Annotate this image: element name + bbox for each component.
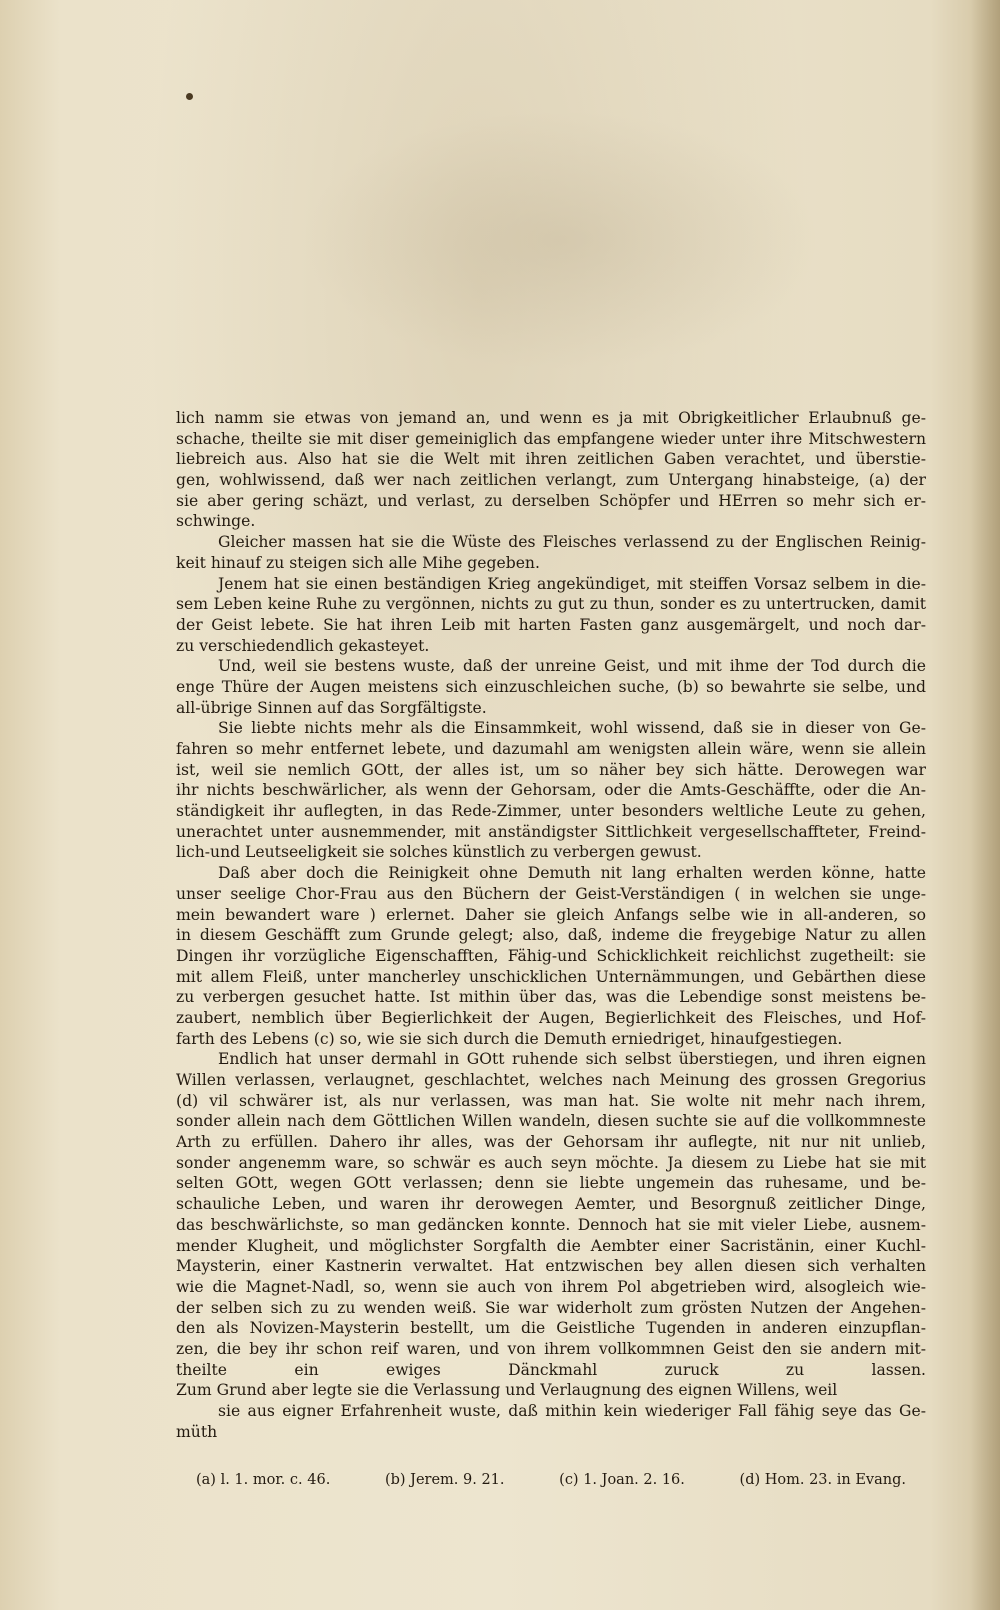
body-text	[176, 408, 926, 1463]
text-line: Gleicher massen hat sie die Wüste des Fleisches verlassend zu der Englischen Reinig-	[218, 533, 926, 552]
text-line: ist, weil sie nemlich GOtt, der alles ist, um so näher bey sich hätte. Derowegen war	[176, 760, 926, 779]
text-line: mit allem Fleiß, unter mancherley unschicklichen Unternämmungen, und Gebärthen diese	[176, 967, 926, 986]
footnote-b: (b) Jerem. 9. 21.	[384, 1472, 505, 1488]
text-line: der Geist lebete. Sie hat ihren Leib mit harten Fasten ganz ausgemärgelt, und noch dar-	[176, 615, 926, 634]
text-line: (d) vil schwärer ist, als nur verlassen, was man hat. Sie wolte nit mehr nach ihrem,	[176, 1091, 926, 1110]
text-line: zaubert, nemblich über Begierlichkeit der Augen, Begierlichkeit des Fleisches, und Hof-	[176, 1008, 926, 1027]
text-line: sem Leben keine Ruhe zu vergönnen, nichts zu gut zu thun, sonder es zu untertrucken, damit	[176, 595, 926, 614]
text-line: farth des Lebens (c) so, wie sie sich durch die Demuth erniedriget, hinaufgestiegen.	[176, 1029, 843, 1048]
text-line: Jenem hat sie einen beständigen Krieg angekündiget, mit steiffen Vorsaz selbem in die-	[218, 574, 926, 593]
footnote-a: (a) l. 1. mor. c. 46.	[196, 1472, 331, 1488]
text-line: selten GOtt, wegen GOtt verlassen; denn sie liebte ungemein das ruhesame, und be-	[176, 1174, 926, 1193]
text-line: sie aus eigner Erfahrenheit wuste, daß mithin kein wiederiger Fall fähig seye das Ge-	[218, 1402, 926, 1420]
text-line: der selben sich zu zu wenden weiß. Sie war widerholt zum grösten Nutzen der Angehen-	[176, 1298, 926, 1317]
text-line: lich-und Leutseeligkeit sie solches künstlich zu verbergen gewust.	[176, 843, 702, 862]
catchword	[176, 1442, 926, 1463]
text-line: unerachtet unter ausnemmender, mit anständigster Sittlichkeit vergesellschaffteter, Freind-	[176, 822, 926, 841]
text-line: sie aber gering schäzt, und verlast, zu derselben Schöpfer und HErren so mehr sich er-	[176, 491, 926, 510]
text-line: sonder allein nach dem Göttlichen Willen wandeln, diesen suchte sie auf die vollkommneste	[176, 1112, 926, 1131]
text-line: Willen verlassen, verlaugnet, geschlachtet, welches nach Meinung des grossen Gregorius	[176, 1071, 926, 1089]
text-line: liebreich aus. Also hat sie die Welt mit ihren zeitlichen Gaben verachtet, und überstie-	[176, 450, 926, 469]
text-line: zu verbergen gesuchet hatte. Ist mithin über das, was die Lebendige sonst meistens be-	[176, 988, 926, 1007]
page-edge-shadow	[970, 0, 1000, 1610]
text-line: mender Klugheit, und möglichster Sorgfalth die Aembter einer Sacristänin, einer Kuchl-	[176, 1236, 926, 1255]
text-line: keit hinauf zu steigen sich alle Mihe gegeben.	[176, 553, 540, 572]
text-line: schache, theilte sie mit diser gemeiniglich das empfangene wieder unter ihre Mitschwestern	[176, 429, 926, 448]
text-line: enge Thüre der Augen meistens sich einzuschleichen suche, (b) so bewahrte sie selbe, und	[176, 677, 926, 696]
text-line: das beschwärlichste, so man gedäncken konnte. Dennoch hat sie mit vieler Liebe, ausnem-	[176, 1215, 926, 1234]
text-line: Sie liebte nichts mehr als die Einsammkeit, wohl wissend, daß sie in dieser von Ge-	[218, 719, 926, 738]
text-line: müth	[176, 1422, 218, 1441]
text-line: ständigkeit ihr auflegten, in das Rede-Zimmer, unter besonders weltliche Leute zu gehen,	[176, 802, 926, 821]
text-line: Endlich hat unser dermahl in GOtt ruhende sich selbst überstiegen, und ihren eignen	[218, 1050, 926, 1069]
text-line: mein bewandert ware ) erlernet. Daher sie gleich Anfangs selbe wie in all-anderen, so	[176, 905, 926, 924]
text-line: ihr nichts beschwärlicher, als wenn der Gehorsam, oder die Amts-Geschäffte, oder die An-	[176, 781, 926, 800]
text-line: Daß aber doch die Reinigkeit ohne Demuth nit lang erhalten werden könne, hatte	[218, 864, 926, 883]
text-line: unser seelige Chor-Frau aus den Büchern der Geist-Verständigen ( in welchen sie unge-	[176, 884, 926, 903]
text-line: sonder angenemm ware, so schwär es auch seyn möchte. Ja diesem zu Liebe hat sie mit	[176, 1153, 926, 1172]
footnotes	[196, 1472, 906, 1488]
text-line: gen, wohlwissend, daß wer nach zeitlichen verlangt, zum Untergang hinabsteige, (a) der	[176, 471, 926, 490]
text-line: fahren so mehr entfernet lebete, und dazumahl am wenigsten allein wäre, wenn sie allein	[176, 740, 926, 758]
text-line: wie die Magnet-Nadl, so, wenn sie auch von ihrem Pol abgetrieben wird, alsogleich wie-	[176, 1277, 926, 1296]
footnote-c: (c) 1. Joan. 2. 16.	[559, 1472, 685, 1488]
ink-spot	[186, 93, 193, 100]
text-line: in diesem Geschäfft zum Grunde gelegt; also, daß, indeme die freygebige Natur zu allen	[176, 926, 926, 945]
text-line: theilte ein ewiges Dänckmahl zuruck zu lassen.	[176, 1360, 926, 1379]
text-line: Dingen ihr vorzügliche Eigenschafften, Fähig-und Schicklichkeit reichlichst zugetheilt: sie	[176, 946, 926, 965]
text-line: zu verschiedendlich gekasteyet.	[176, 636, 430, 655]
text-line: lich namm sie etwas von jemand an, und wenn es ja mit Obrigkeitlicher Erlaubnuß ge-	[176, 409, 926, 427]
text-line: den als Novizen-Maysterin bestellt, um die Geistliche Tugenden in anderen einzupflan-	[176, 1319, 926, 1338]
text-line: zen, die bey ihr schon reif waren, und von ihrem vollkommnen Geist den sie andern mit-	[176, 1339, 926, 1358]
text-line: all-übrige Sinnen auf das Sorgfältigste.	[176, 698, 487, 717]
footnote-d: (d) Hom. 23. in Evang.	[739, 1472, 906, 1488]
text-line: schauliche Leben, und waren ihr derowegen Aemter, und Besorgnuß zeitlicher Dinge,	[176, 1195, 926, 1214]
text-line: Arth zu erfüllen. Dahero ihr alles, was der Gehorsam ihr auflegte, nit nur nit unlieb,	[176, 1133, 926, 1152]
text-line: schwinge.	[176, 512, 256, 531]
text-line: Maysterin, einer Kastnerin verwaltet. Hat entzwischen bey allen diesen sich verhalten	[176, 1257, 926, 1276]
text-line: Und, weil sie bestens wuste, daß der unreine Geist, und mit ihme der Tod durch die	[218, 657, 926, 676]
text-line: Zum Grund aber legte sie die Verlassung und Verlaugnung des eignen Willens, weil	[176, 1381, 838, 1400]
show-through-stain	[300, 110, 820, 370]
